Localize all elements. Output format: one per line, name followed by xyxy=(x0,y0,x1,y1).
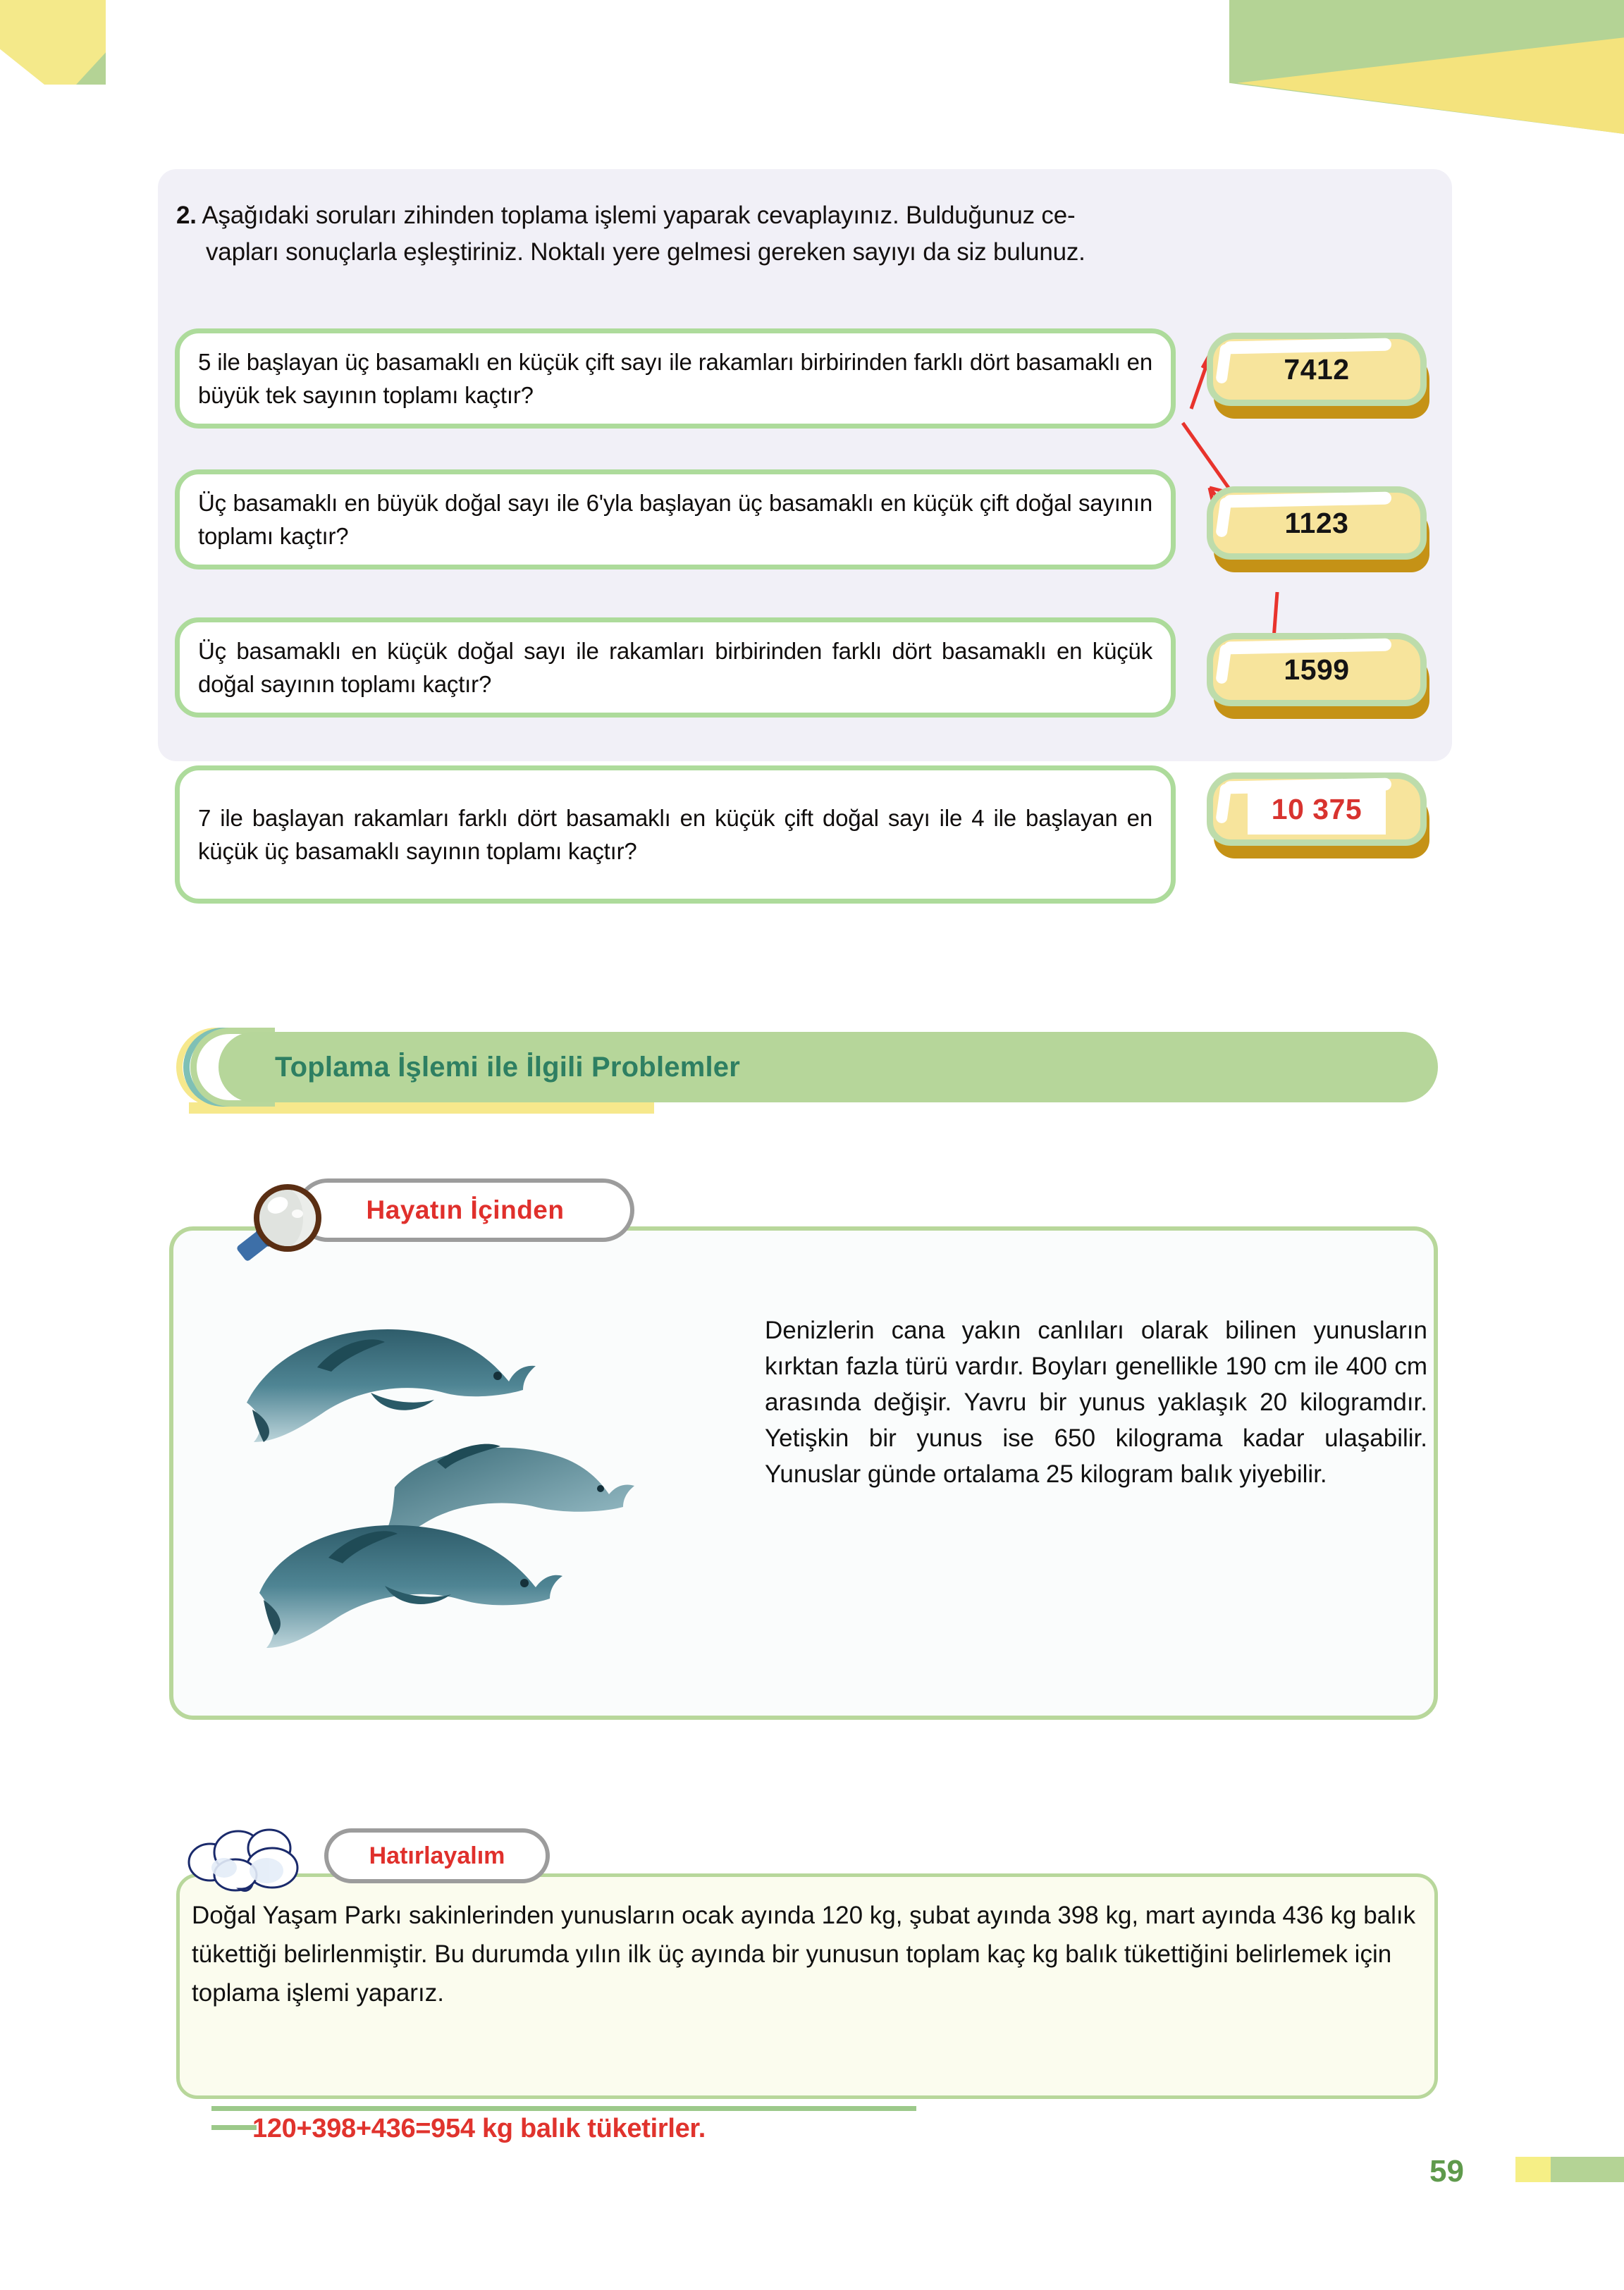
question-bubble[interactable] xyxy=(175,765,1176,904)
page-number: 59 xyxy=(1429,2154,1464,2189)
remember-tab-wrapper xyxy=(185,1824,579,1892)
answer-value: 7412 xyxy=(1284,352,1350,386)
question-bubble[interactable] xyxy=(175,617,1176,718)
section-title: Toplama İşlemi ile İlgili Problemler xyxy=(275,1051,740,1083)
life-context-tab-wrapper xyxy=(233,1178,684,1246)
question-text: Üç basamaklı en küçük doğal sayı ile rakamları birbirinden farklı dört basamaklı en küçük doğal sayının toplamı kaçtır? xyxy=(198,638,1152,697)
question-bubble[interactable] xyxy=(175,469,1176,570)
exercise-number: 2. xyxy=(176,202,197,229)
life-context-paragraph: Denizlerin cana yakın canlıları olarak bilinen yunusların kırktan fazla türü vardır. Boyları genellikle 190 cm ile 400 cm arasında değişir. Yavru bir yunus yaklaşık 20 kilogramdır. Yetişkin bir yunus ise 650 kilograma kadar ulaşabilir. Yunuslar günde ortalama 25 kilogram balık yiyebilir. xyxy=(765,1317,1427,1488)
question-bubble[interactable] xyxy=(175,328,1176,429)
answer-rule xyxy=(211,2106,916,2111)
question-text: Üç basamaklı en büyük doğal sayı ile 6'yla başlayan üç basamaklı en küçük çift doğal sayının toplamı kaçtır? xyxy=(198,490,1152,549)
answer-value: 1123 xyxy=(1284,506,1349,539)
worked-answer: 120+398+436=954 kg balık tüketirler. xyxy=(252,2114,706,2143)
dolphins-illustration xyxy=(233,1297,747,1663)
life-context-tab[interactable] xyxy=(296,1178,634,1242)
exercise-instruction-line1: Aşağıdaki soruları zihinden toplama işlemi yaparak cevaplayınız. Bulduğunuz ce- xyxy=(202,202,1076,229)
magnifier-icon xyxy=(233,1174,338,1273)
exercise-instruction-line2: vapları sonuçlarla eşleştiriniz. Noktalı yere gelmesi gereken sayıyı da siz bulunuz. xyxy=(206,238,1085,266)
answer-card[interactable] xyxy=(1207,486,1432,575)
footer-chip-yellow xyxy=(1515,2157,1551,2182)
answer-value-filled xyxy=(1207,772,1427,846)
question-text: 7 ile başlayan rakamları farklı dört basamaklı en küçük çift doğal sayı ile 4 ile başlayan en küçük üç basamaklı sayının toplamı kaçtır? xyxy=(198,805,1152,864)
answer-card[interactable] xyxy=(1207,772,1432,861)
remember-paragraph: Doğal Yaşam Parkı sakinlerinden yunusların ocak ayında 120 kg, şubat ayında 398 kg, mart ayında 436 kg balık tükettiği belirlenmiştir. Bu durumda yılın ilk üç ayında bir yunusun toplam kaç kg balık tükettiğini belirlemek için toplama işlemi yaparız. xyxy=(192,1902,1416,2007)
exercise-instruction xyxy=(176,197,1431,271)
life-context-tab-label: Hayatın İçinden xyxy=(366,1195,565,1224)
answer-value-text: 10 375 xyxy=(1248,784,1386,835)
corner-decoration-top-right xyxy=(1229,0,1624,134)
footer-chip-green xyxy=(1551,2157,1624,2182)
remember-tab-label: Hatırlayalım xyxy=(369,1842,505,1869)
answer-value: 1599 xyxy=(1284,653,1350,686)
answer-card[interactable] xyxy=(1207,333,1432,421)
section-header xyxy=(176,1023,1438,1108)
answer-rule-short xyxy=(211,2125,257,2130)
remember-tab[interactable] xyxy=(324,1828,550,1883)
question-text: 5 ile başlayan üç basamaklı en küçük çift sayı ile rakamları birbirinden farklı dört basamaklı en büyük tek sayının toplamı kaçtır? xyxy=(198,349,1152,408)
cloud-icon xyxy=(185,1824,336,1892)
answer-card[interactable] xyxy=(1207,633,1432,722)
